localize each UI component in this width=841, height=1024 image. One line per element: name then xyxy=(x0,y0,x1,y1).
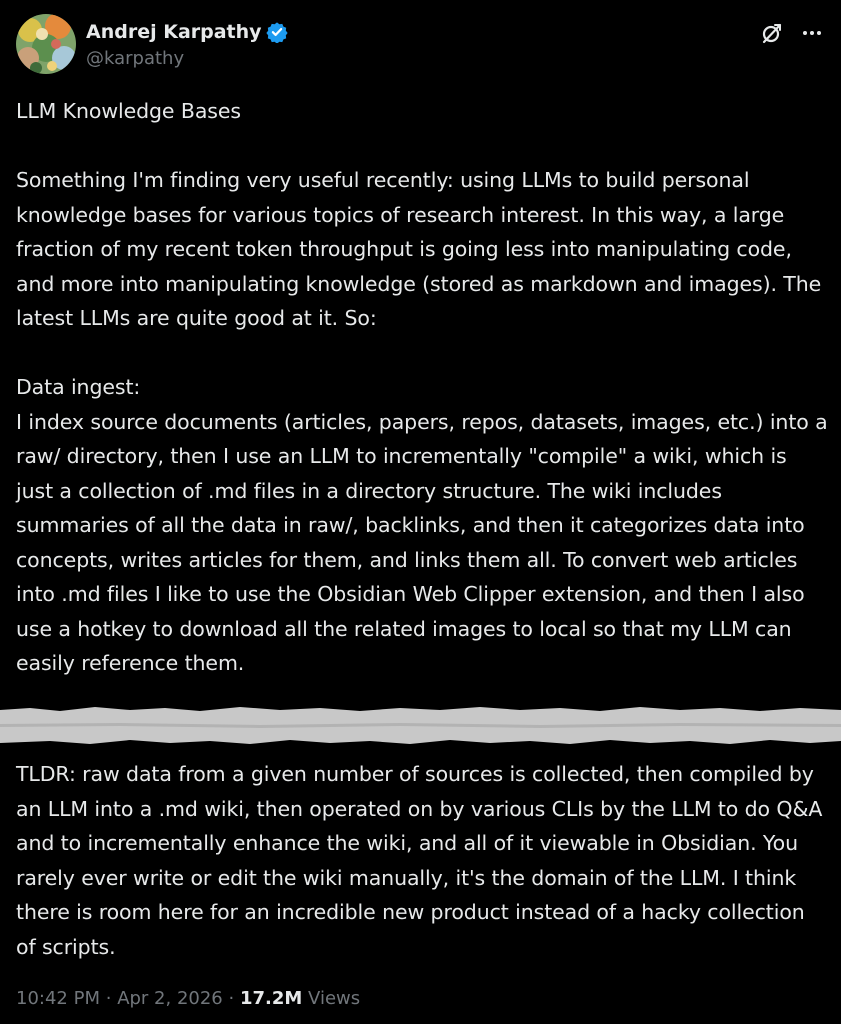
avatar[interactable] xyxy=(16,14,76,74)
post-time[interactable]: 10:42 PM xyxy=(16,988,100,1009)
post-meta xyxy=(16,988,360,1009)
author-block xyxy=(86,18,288,69)
profile-avatar-image xyxy=(16,14,76,74)
author-handle[interactable]: @karpathy xyxy=(86,48,185,69)
meta-separator: · xyxy=(105,988,112,1009)
post-header xyxy=(16,14,825,76)
torn-divider xyxy=(0,700,841,750)
post-text-part-one: LLM Knowledge Bases Something I'm finding very useful recently: using LLMs to build personal knowledge bases for various topics of research interest. In this way, a large fraction of my recent token throughput is going less into manipulating code, and more into manipulating knowledge (stored as markdown and images). The latest LLMs are quite good at it. So: Data ingest: I index source documents (articles, papers, repos, datasets, images, etc.) into a raw/ directory, then I use an LLM to incrementally "compile" a wiki, which is just a collection of .md files in a directory structure. The wiki includes summaries of all the data in raw/, backlinks, and then it categorizes data into concepts, writes articles for them, and links them all. To convert web articles into .md files I like to use the Obsidian Web Clipper extension, and then I also use a hotkey to download all the related images to local so that my LLM can easily reference them. xyxy=(16,99,828,675)
meta-separator: · xyxy=(228,988,235,1009)
post-date[interactable]: Apr 2, 2026 xyxy=(117,988,223,1009)
grok-icon[interactable] xyxy=(759,20,785,46)
author-display-name[interactable]: Andrej Karpathy xyxy=(86,21,262,43)
post-text-part-two: TLDR: raw data from a given number of sources is collected, then compiled by an LLM into a .md wiki, then operated on by various CLIs by the LLM to do Q&A and to incrementally enhance the wiki, and all of it viewable in Obsidian. You rarely ever write or edit the wiki manually, it's the domain of the LLM. I think there is room here for an incredible new product instead of a hacky collection of scripts. xyxy=(16,762,823,959)
views-label: Views xyxy=(308,988,361,1009)
views-count[interactable]: 17.2M xyxy=(239,988,303,1009)
author-name-row xyxy=(86,18,288,46)
more-horizontal-icon[interactable] xyxy=(799,20,825,46)
verified-badge-icon[interactable] xyxy=(266,21,288,43)
